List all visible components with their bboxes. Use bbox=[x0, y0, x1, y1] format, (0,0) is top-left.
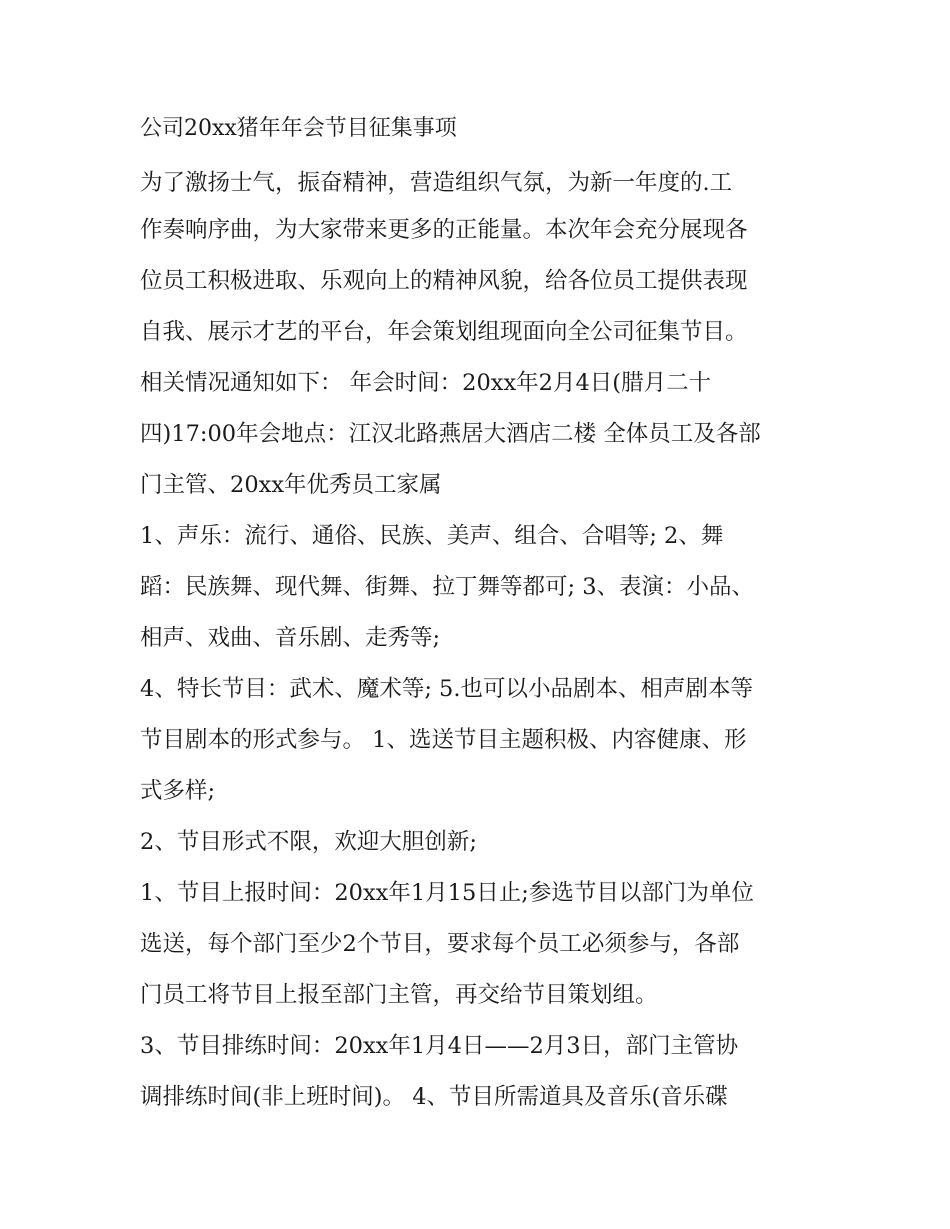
body-line: 式多样; bbox=[140, 778, 216, 804]
body-line: 位员工积极进取、乐观向上的精神风貌，给各位员工提供表现 bbox=[140, 268, 748, 294]
body-line: 蹈：民族舞、现代舞、街舞、拉丁舞等都可; 3、表演：小品、 bbox=[140, 574, 755, 600]
body-line: 自我、展示才艺的平台，年会策划组现面向全公司征集节目。 bbox=[140, 319, 748, 345]
body-line: 门主管、20xx年优秀员工家属 bbox=[140, 472, 442, 498]
body-line: 门员工将节目上报至部门主管，再交给节目策划组。 bbox=[140, 982, 658, 1008]
body-line: 4、特长节目：武术、魔术等; 5.也可以小品剧本、相声剧本等 bbox=[140, 676, 754, 702]
body-line: 四)17:00年会地点：江汉北路燕居大酒店二楼 全体员工及各部 bbox=[140, 421, 761, 447]
body-line: 3、节目排练时间：20xx年1月4日——2月3日，部门主管协 bbox=[140, 1033, 739, 1059]
body-line: 2、节目形式不限，欢迎大胆创新; bbox=[140, 829, 477, 855]
body-line: 相关情况通知如下： 年会时间：20xx年2月4日(腊月二十 bbox=[140, 370, 712, 396]
body-line: 调排练时间(非上班时间)。 4、节目所需道具及音乐(音乐碟 bbox=[140, 1084, 728, 1110]
document-title: 公司20xx猪年年会节目征集事项 bbox=[140, 116, 457, 141]
body-line: 节目剧本的形式参与。 1、选送节目主题积极、内容健康、形 bbox=[140, 727, 747, 753]
body-line: 1、声乐：流行、通俗、民族、美声、组合、合唱等; 2、舞 bbox=[140, 523, 724, 549]
body-line: 作奏响序曲，为大家带来更多的正能量。本次年会充分展现各 bbox=[140, 217, 748, 243]
body-line: 选送，每个部门至少2个节目，要求每个员工必须参与，各部 bbox=[140, 931, 740, 957]
body-line: 相声、戏曲、音乐剧、走秀等; bbox=[140, 625, 441, 651]
body-line: 1、节目上报时间：20xx年1月15日止;参选节目以部门为单位 bbox=[140, 880, 754, 906]
body-line: 为了激扬士气，振奋精神，营造组织气氛，为新一年度的.工 bbox=[140, 170, 733, 196]
